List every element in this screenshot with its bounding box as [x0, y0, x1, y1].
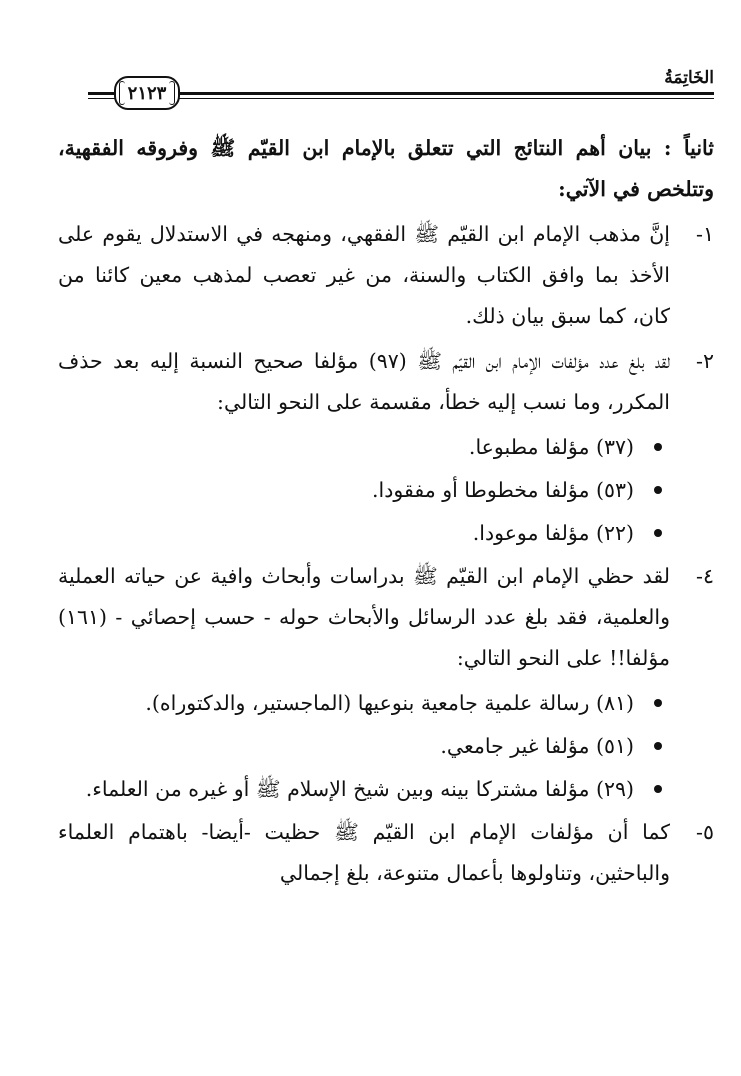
bullet-dot-icon	[654, 443, 662, 451]
bullet-dot-icon	[654, 486, 662, 494]
list-item-5	[58, 812, 714, 894]
bullet-text: (٢٩) مؤلفا مشتركا بينه وبين شيخ الإسلام ﷺ أو غيره من العلماء.	[85, 777, 634, 801]
bullet-item	[58, 726, 674, 767]
list-item-4	[58, 556, 714, 679]
bullet-text: (٥١) مؤلفا غير جامعي.	[440, 734, 634, 758]
page-body	[58, 128, 714, 898]
bullet-item	[58, 769, 674, 810]
item-number: ٤-	[696, 564, 714, 588]
list-item-2	[58, 341, 714, 423]
item-number: ١-	[696, 222, 714, 246]
item-number: ٥-	[696, 820, 714, 844]
bullet-text: (٢٢) مؤلفا موعودا.	[472, 521, 634, 545]
bullet-dot-icon	[654, 742, 662, 750]
item-text: إنَّ مذهب الإمام ابن القيّم ﷺ الفقهي، ومنهجه في الاستدلال يقوم على الأخذ بما وافق الكتاب والسنة، من غير تعصب لمذهب معين كائنا من كان، كما سبق بيان ذلك.	[58, 222, 670, 328]
page-number-badge	[114, 76, 180, 110]
list-item-1	[58, 214, 714, 337]
item-text: لقد حظي الإمام ابن القيّم ﷺ بدراسات وأبحاث وافية عن حياته العملية والعلمية، فقد بلغ عدد الرسائل والأبحاث حوله - حسب إحصائي - (١٦١) مؤلفا!! على النحو التالي:	[58, 564, 670, 670]
bullet-item	[58, 683, 674, 724]
item-text: كما أن مؤلفات الإمام ابن القيّم ﷺ حظيت -أيضا- باهتمام العلماء والباحثين، وتناولوها بأعمال متنوعة، بلغ إجمالي	[58, 820, 670, 885]
bullet-item	[58, 513, 674, 554]
bullet-dot-icon	[654, 699, 662, 707]
bullet-text: (٥٣) مؤلفا مخطوطا أو مفقودا.	[372, 478, 634, 502]
chapter-title: الخَاتِمَةُ	[664, 68, 714, 88]
page-header	[88, 62, 714, 114]
item-number: ٢-	[696, 349, 714, 373]
bullet-text: (٨١) رسالة علمية جامعية بنوعيها (الماجستير، والدكتوراه).	[145, 691, 634, 715]
bullet-text: (٣٧) مؤلفا مطبوعا.	[468, 435, 634, 459]
header-rule	[88, 92, 714, 95]
bullet-dot-icon	[654, 529, 662, 537]
intro-paragraph: ثانياً : بيان أهم النتائج التي تتعلق بالإمام ابن القيّم ﷺ وفروقه الفقهية، وتتلخص في الآتي:	[58, 136, 714, 201]
header-rule-thin	[88, 98, 714, 99]
item-text: لقد بلغ عدد مؤلفات الإمام ابن القيّم ﷺ (٩٧) مؤلفا صحيح النسبة إليه بعد حذف المكرر، وما نسب إليه خطأ، مقسمة على النحو التالي:	[58, 349, 671, 414]
bullet-item	[58, 427, 674, 468]
page-number: ٢١٢٣	[127, 82, 167, 104]
bullet-item	[58, 470, 674, 511]
bullet-dot-icon	[654, 785, 662, 793]
